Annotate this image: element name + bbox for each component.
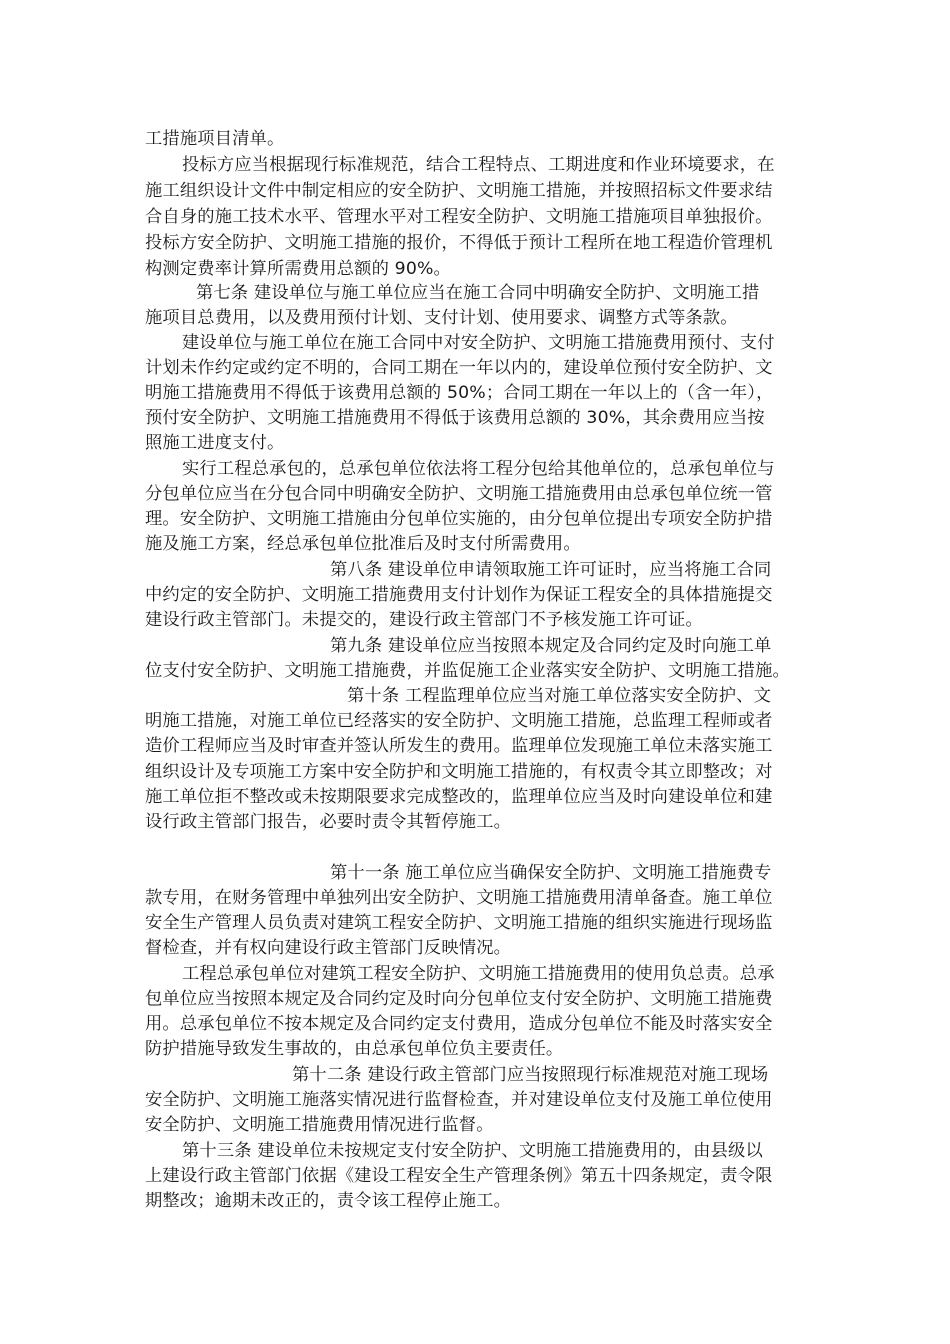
article-10-heading-line: 第十条 工程监理单位应当对施工单位落实安全防护、文	[347, 686, 771, 706]
article-9-heading-line: 第九条 建设单位应当按照本规定及合同约定及时向施工单	[330, 636, 772, 656]
text-line: 理。安全防护、文明施工措施由分包单位实施的，由分包单位提出专项安全防护措	[145, 509, 773, 529]
text-line: 施项目总费用，以及费用预付计划、支付计划、使用要求、调整方式等条款。	[145, 308, 738, 328]
text-line: 组织设计及专项施工方案中安全防护和文明施工措施的，有权责令其立即整改；对	[145, 762, 773, 782]
text-line: 明施工措施，对施工单位已经落实的安全防护、文明施工措施，总监理工程师或者	[145, 711, 773, 731]
text-line: 预付安全防护、文明施工措施费用不得低于该费用总额的 30%，其余费用应当按	[145, 408, 765, 428]
article-7-heading-line: 第七条 建设单位与施工单位应当在施工合同中明确安全防护、文明施工措	[196, 283, 760, 303]
text-line: 照施工进度支付。	[145, 433, 285, 453]
text-line: 投标方应当根据现行标准规范，结合工程特点、工期进度和作业环境要求，在	[182, 155, 775, 175]
text-line: 位支付安全防护、文明施工措施费，并监促施工企业落实安全防护、文明施工措施。	[145, 661, 790, 681]
text-line: 合自身的施工技术水平、管理水平对工程安全防护、文明施工措施项目单独报价。	[145, 207, 773, 227]
text-line: 督检查，并有权向建设行政主管部门反映情况。	[145, 938, 512, 958]
text-line: 款专用，在财务管理中单独列出安全防护、文明施工措施费用清单备查。施工单位	[145, 888, 773, 908]
text-line: 工措施项目清单。	[145, 129, 285, 149]
text-line: 施工单位拒不整改或未按期限要求完成整改的，监理单位应当及时向建设单位和建	[145, 787, 773, 807]
text-line: 防护措施导致发生事故的，由总承包单位负主要责任。	[145, 1039, 564, 1059]
article-12-heading-line: 第十二条 建设行政主管部门应当按照现行标准规范对施工现场	[292, 1065, 769, 1085]
text-line: 明施工措施费用不得低于该费用总额的 50%；合同工期在一年以上的（含一年），	[145, 383, 774, 403]
text-line: 上建设行政主管部门依据《建设工程安全生产管理条例》第五十四条规定，责令限	[145, 1166, 773, 1186]
text-line: 投标方安全防护、文明施工措施的报价，不得低于预计工程所在地工程造价管理机	[145, 233, 773, 253]
text-line: 建设单位与施工单位在施工合同中对安全防护、文明施工措施费用预付、支付	[182, 333, 775, 353]
text-line: 建设行政主管部门。未提交的，建设行政主管部门不予核发施工许可证。	[145, 610, 703, 630]
text-line: 设行政主管部门报告，必要时责令其暂停施工。	[145, 812, 512, 832]
text-line: 施工组织设计文件中制定相应的安全防护、文明施工措施，并按照招标文件要求结	[145, 181, 773, 201]
text-line: 安全防护、文明施工施落实情况进行监督检查，并对建设单位支付及施工单位使用	[145, 1090, 773, 1110]
article-11-heading-line: 第十一条 施工单位应当确保安全防护、文明施工措施费专	[330, 863, 772, 883]
text-line: 中约定的安全防护、文明施工措施费用支付计划作为保证工程安全的具体措施提交	[145, 585, 773, 605]
text-line: 工程总承包单位对建筑工程安全防护、文明施工措施费用的使用负总责。总承	[182, 964, 775, 984]
text-line: 计划未作约定或约定不明的，合同工期在一年以内的，建设单位预付安全防护、文	[145, 358, 773, 378]
text-line: 施及施工方案，经总承包单位批准后及时支付所需费用。	[145, 534, 581, 554]
text-line: 实行工程总承包的，总承包单位依法将工程分包给其他单位的，总承包单位与	[182, 459, 775, 479]
text-line: 安全防护、文明施工措施费用情况进行监督。	[145, 1115, 494, 1135]
article-13-heading-line: 第十三条 建设单位未按规定支付安全防护、文明施工措施费用的，由县级以	[182, 1141, 763, 1161]
text-line: 用。总承包单位不按本规定及合同约定支付费用，造成分包单位不能及时落实安全	[145, 1014, 773, 1034]
text-line: 造价工程师应当及时审查并签认所发生的费用。监理单位发现施工单位未落实施工	[145, 736, 773, 756]
text-line: 包单位应当按照本规定及合同约定及时向分包单位支付安全防护、文明施工措施费	[145, 989, 773, 1009]
text-line: 安全生产管理人员负责对建筑工程安全防护、文明施工措施的组织实施进行现场监	[145, 913, 773, 933]
article-8-heading-line: 第八条 建设单位申请领取施工许可证时，应当将施工合同	[330, 560, 772, 580]
text-line: 分包单位应当在分包合同中明确安全防护、文明施工措施费用由总承包单位统一管	[145, 484, 773, 504]
text-line: 构测定费率计算所需费用总额的 90%。	[145, 259, 451, 279]
text-line: 期整改；逾期未改正的，责令该工程停止施工。	[145, 1191, 512, 1211]
